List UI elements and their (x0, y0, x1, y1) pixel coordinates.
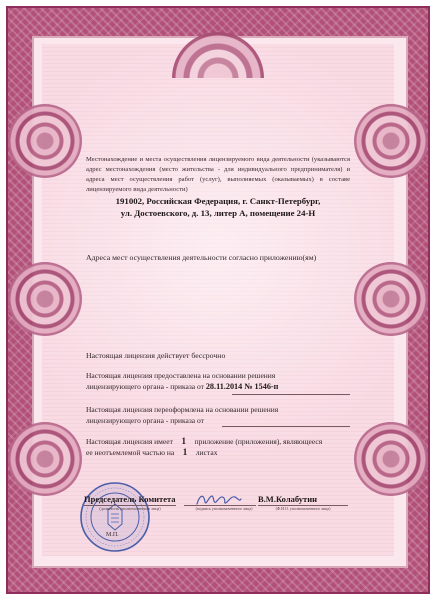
chair-caption: (должность уполномоченного лица) (99, 506, 161, 511)
appendix-line-2 (86, 447, 366, 458)
rosette-left-bottom (8, 422, 82, 496)
appendix-count: 1 (181, 436, 186, 446)
license-validity-status: Настоящая лицензия действует бессрочно (86, 351, 226, 360)
reissued-order-underline (222, 426, 350, 427)
rosette-right-middle (354, 262, 428, 336)
appendix-suffix-2: листах (195, 448, 218, 457)
appendix-prefix-2: ее неотъемлемой частью на (86, 448, 175, 457)
activity-addresses-label: Адреса мест осуществления деятельности согласно приложению(ям) (86, 253, 317, 262)
rosette-right-top (354, 104, 428, 178)
reissued-basis (86, 404, 350, 426)
stamp-place-label: М.П. (106, 532, 119, 538)
granted-line-2-prefix: лицензирующего органа - приказа от (86, 382, 204, 391)
appendix-line-1 (86, 436, 366, 447)
granted-line-2 (86, 381, 350, 392)
appendix-prefix: Настоящая лицензия имеет (86, 437, 173, 446)
granted-basis (86, 370, 350, 392)
granted-order-value: 28.11.2014 № 1546-п (205, 382, 279, 391)
signature-caption: (подпись уполномоченного лица) (195, 506, 253, 511)
appendix-suffix: приложение (приложения), являющееся (194, 437, 323, 446)
reissued-line-2: лицензирующего органа - приказа от (86, 416, 204, 425)
rosette-right-bottom (354, 422, 428, 496)
reissued-line-1: Настоящая лицензия переоформлена на основании решения (86, 405, 279, 414)
address-line-1: 191002, Российская Федерация, г. Санкт-Петербург, (115, 196, 321, 206)
signature-block (84, 494, 348, 524)
granted-order-underline (232, 394, 350, 395)
chair-title: Председатель Комитета (84, 494, 176, 504)
chair-name: В.М.Колабутин (258, 494, 317, 504)
location-intro-text: Местонахождение и места осуществления лицензируемого вида деятельности (указываются адрес местонахождения (место жительства - для индивидуального предпринимателя) и адреса мест осуществления работ (услуг), выполняемых (оказываемых) в составе лицензируемого вида деятельности) (86, 156, 350, 193)
license-address (86, 195, 350, 219)
rosette-left-middle (8, 262, 82, 336)
signature-stroke (197, 496, 241, 504)
name-caption: (Ф.И.О. уполномоченного лица) (275, 506, 331, 511)
granted-line-1: Настоящая лицензия предоставлена на основании решения (86, 371, 276, 380)
appendix-info (86, 436, 366, 458)
address-line-2: ул. Достоевского, д. 13, литер А, помещение 24-Н (120, 208, 316, 218)
rosette-left-top (8, 104, 82, 178)
appendix-sheet-count: 1 (182, 447, 188, 457)
